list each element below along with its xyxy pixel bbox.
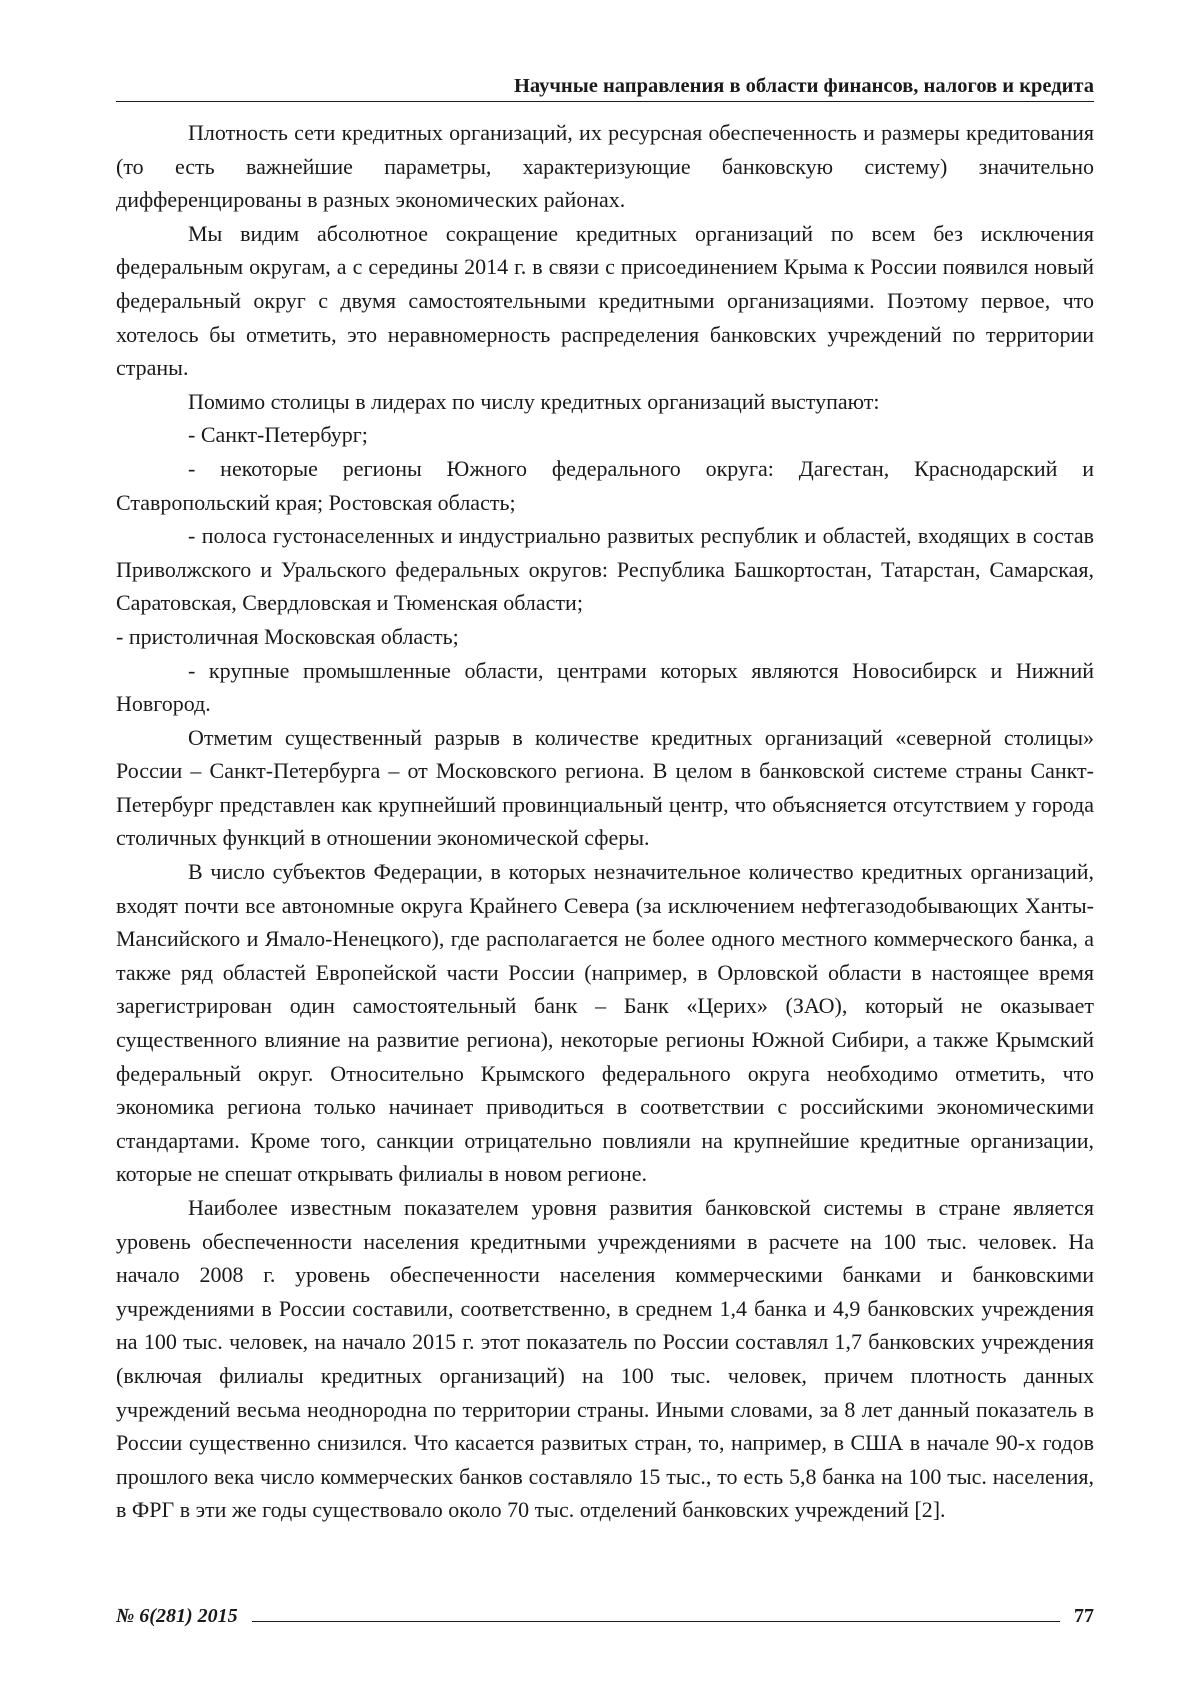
list-item: - крупные промышленные области, центрами которых являются Новосибирск и Нижний Новгород. [116, 654, 1094, 721]
list-item: - полоса густонаселенных и индустриально развитых республик и областей, входящих в состав Приволжского и Уральского федеральных округов: Республика Башкортостан, Татарстан, Самарская, Саратовская, Свердловская и Тюменская области; [116, 519, 1094, 620]
page-number: 77 [1074, 1605, 1094, 1628]
list-item: - пристоличная Московская область; [116, 620, 1094, 654]
paragraph: Наиболее известным показателем уровня развития банковской системы в стране является уровень обеспеченности населения кредитными учреждениями в расчете на 100 тыс. человек. На начало 2008 г. уровень обеспеченности населения коммерческими банками и банковскими учреждениями в России составили, соответственно, в среднем 1,4 банка и 4,9 банковских учреждения на 100 тыс. человек, на начало 2015 г. этот показатель по России составлял 1,7 банковских учреждения (включая филиалы кредитных организаций) на 100 тыс. человек, причем плотность данных учреждений весьма неоднородна по территории страны. Иными словами, за 8 лет данный показатель в России существенно снизился. Что касается развитых стран, то, например, в США в начале 90-х годов прошлого века число коммерческих банков составляло 15 тыс., то есть 5,8 банка на 100 тыс. населения, в ФРГ в эти же годы существовало около 70 тыс. отделений банковских учреждений [2]. [116, 1191, 1094, 1527]
list-item: - Санкт-Петербург; [116, 418, 1094, 452]
article-body [116, 116, 1094, 1527]
running-header-title: Научные направления в области финансов, налогов и кредита [514, 75, 1094, 97]
paragraph: В число субъектов Федерации, в которых незначительное количество кредитных организаций, входят почти все автономные округа Крайнего Севера (за исключением нефтегазодобывающих Ханты-Мансийского и Ямало-Ненецкого), где располагается не более одного местного коммерческого банка, а также ряд областей Европейской части России (например, в Орловской области в настоящее время зарегистрирован один самостоятельный банк – Банк «Церих» (ЗАО), который не оказывает существенного влияние на развитие региона), некоторые регионы Южной Сибири, а также Крымский федеральный округ. Относительно Крымского федерального округа необходимо отметить, что экономика региона только начинает приводиться в соответствии с российскими экономическими стандартами. Кроме того, санкции отрицательно повлияли на крупнейшие кредитные организации, которые не спешат открывать филиалы в новом регионе. [116, 855, 1094, 1191]
issue-number: № 6(281) 2015 [116, 1605, 238, 1628]
paragraph: Мы видим абсолютное сокращение кредитных организаций по всем без исключения федеральным округам, а с середины 2014 г. в связи с присоединением Крыма к России появился новый федеральный округ с двумя самостоятельными кредитными организациями. Поэтому первое, что хотелось бы отметить, это неравномерность распределения банковских учреждений по территории страны. [116, 217, 1094, 385]
running-header [116, 72, 1094, 102]
paragraph: Плотность сети кредитных организаций, их ресурсная обеспеченность и размеры кредитования (то есть важнейшие параметры, характеризующие банковскую систему) значительно дифференцированы в разных экономических районах. [116, 116, 1094, 217]
page-footer [116, 1598, 1094, 1628]
list-item: - некоторые регионы Южного федерального округа: Дагестан, Краснодарский и Ставропольский края; Ростовская область; [116, 452, 1094, 519]
paragraph: Отметим существенный разрыв в количестве кредитных организаций «северной столицы» России – Санкт-Петербурга – от Московского региона. В целом в банковской системе страны Санкт-Петербург представлен как крупнейший провинциальный центр, что объясняется отсутствием у города столичных функций в отношении экономической сферы. [116, 721, 1094, 855]
paragraph: Помимо столицы в лидерах по числу кредитных организаций выступают: [116, 385, 1094, 419]
footer-rule [252, 1621, 1060, 1622]
